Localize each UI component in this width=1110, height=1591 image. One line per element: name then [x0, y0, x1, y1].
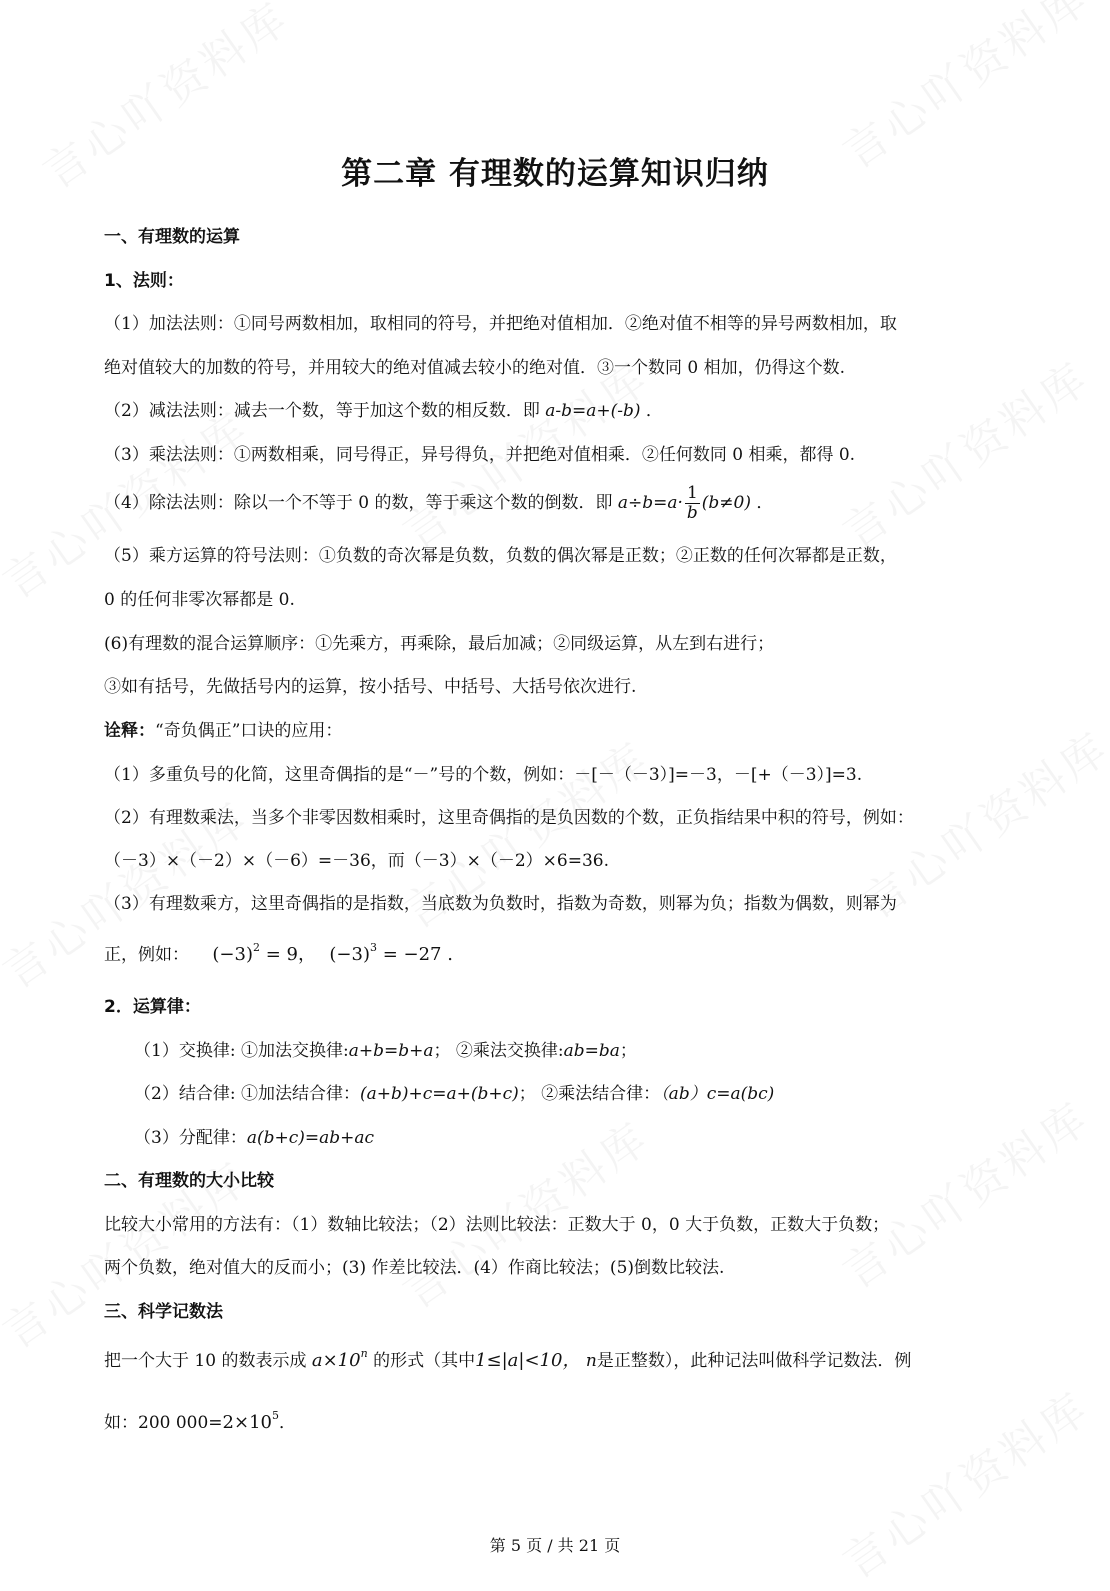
division-end: ． — [756, 493, 774, 513]
subtraction-rule-text: （2）减法法则：减去一个数，等于加这个数的相反数．即 — [104, 401, 540, 421]
section2-heading: 二、有理数的大小比较 — [104, 1171, 274, 1191]
note-item-1: （1）多重负号的化简，这里奇偶指的是“－”号的个数，例如：－[－（－3）]=－3，－[+（－3）]=3. — [104, 765, 863, 785]
operation-order-line2: ③如有括号，先做括号内的运算，按小括号、中括号、大括号依次进行. — [104, 677, 637, 697]
associative-law: （2）结合律: ①加法结合律：(a+b)+c=a+(b+c)； ②乘法结合律：（ab）c=a(bc) — [134, 1084, 775, 1104]
page-title: 第二章 有理数的运算知识归纳 — [341, 156, 769, 192]
watermark — [828, 343, 1101, 561]
fraction-denominator: b — [686, 503, 698, 523]
distributive-law: （3）分配律：a(b+c)=ab+ac — [134, 1128, 375, 1148]
section1-heading: 一、有理数的运算 — [104, 227, 240, 247]
fraction-numerator: 1 — [685, 484, 700, 504]
comparison-methods-line2: 两个负数，绝对值大的反而小；(3) 作差比较法．(4）作商比较法；(5)倒数比较法. — [104, 1258, 725, 1278]
example-power-odd: $(-3)^3 = -27$ . — [329, 941, 453, 965]
power-sign-rule-line1: （5）乘方运算的符号法则：①负数的奇次幂是负数，负数的偶次幂是正数；②正数的任何次幂都是正数， — [104, 546, 897, 566]
scientific-notation-condition: 1≤|a|<10， — [475, 1350, 581, 1371]
subheading-laws: 2．运算律： — [104, 997, 201, 1017]
multiplication-rule: （3）乘法法则：①两数相乘，同号得正，异号得负，并把绝对值相乘．②任何数同 0 相乘，都得 0. — [104, 445, 856, 465]
commutative-law: （1）交换律: ①加法交换律:a+b=b+a； ②乘法交换律:ab=ba； — [134, 1041, 637, 1061]
scientific-notation-example: 如：200 $000=2\times 10^5$． — [104, 1409, 296, 1433]
page-footer: 第 5 页 / 共 21 页 — [489, 1536, 621, 1555]
subtraction-formula: a-b=a+(-b) — [545, 401, 641, 421]
note-text: “奇负偶正”口诀的应用： — [155, 721, 343, 741]
note-item-2-line1: （2）有理数乘法，当多个非零因数相乘时，这里奇偶指的是负因数的个数，正负指结果中积的符号，例如： — [104, 808, 914, 828]
watermark — [388, 1103, 661, 1321]
subtraction-end: ． — [645, 401, 663, 421]
note-heading — [104, 720, 342, 742]
addition-rule-line2: 绝对值较大的加数的符号，并用较大的绝对值减去较小的绝对值．③一个数同 0 相加，仍得这个数. — [104, 358, 846, 378]
note-item-3-line1: （3）有理数乘方，这里奇偶指的是指数，当底数为负数时，指数为奇数，则幂为负；指数为偶数，则幂为 — [104, 894, 897, 914]
division-condition: (b≠0) — [701, 493, 752, 513]
division-rule-text: （4）除法法则：除以一个不等于 0 的数，等于乘这个数的倒数．即 — [104, 493, 613, 513]
subtraction-rule — [104, 400, 663, 422]
division-rule — [104, 482, 773, 524]
watermark — [828, 1373, 1101, 1591]
scientific-notation-formula: $a\times 10^n$ — [311, 1347, 368, 1371]
note-item-2-line2: （－3）×（－2）×（－6）=－36，而（－3）×（－2）×6=36. — [104, 851, 610, 871]
watermark — [828, 1083, 1101, 1301]
section3-heading: 三、科学记数法 — [104, 1302, 223, 1322]
comparison-methods-line1: 比较大小常用的方法有：（1）数轴比较法；（2）法则比较法：正数大于 0，0 大于负数，正数大于负数； — [104, 1215, 890, 1235]
division-formula: a÷b=a· — [617, 493, 683, 513]
scientific-notation-example-formula: $2\times 10^5$ — [222, 1409, 279, 1433]
fraction-1-over-b — [685, 484, 700, 523]
addition-rule-line1: （1）加法法则：①同号两数相加，取相同的符号，并把绝对值相加．②绝对值不相等的异号两数相加，取 — [104, 314, 897, 334]
operation-order-line1: (6)有理数的混合运算顺序：①先乘方，再乘除，最后加减；②同级运算，从左到右进行； — [104, 634, 775, 654]
scientific-notation-line1: 把一个大于 10 的数表示成 $a\times 10^n$ 的形式（其中1≤|a|<10， n是正整数），此种记法叫做科学记数法．例 — [104, 1347, 912, 1371]
note-label: 诠释： — [104, 721, 155, 741]
example-power-even: $(-3)^2 = 9$， — [212, 941, 316, 965]
note-item-3-line2 — [104, 941, 453, 966]
subheading-rules: 1、法则： — [104, 271, 184, 291]
note-item-3-prefix: 正，例如： — [104, 945, 189, 965]
power-sign-rule-line2: 0 的任何非零次幂都是 0. — [104, 590, 295, 610]
